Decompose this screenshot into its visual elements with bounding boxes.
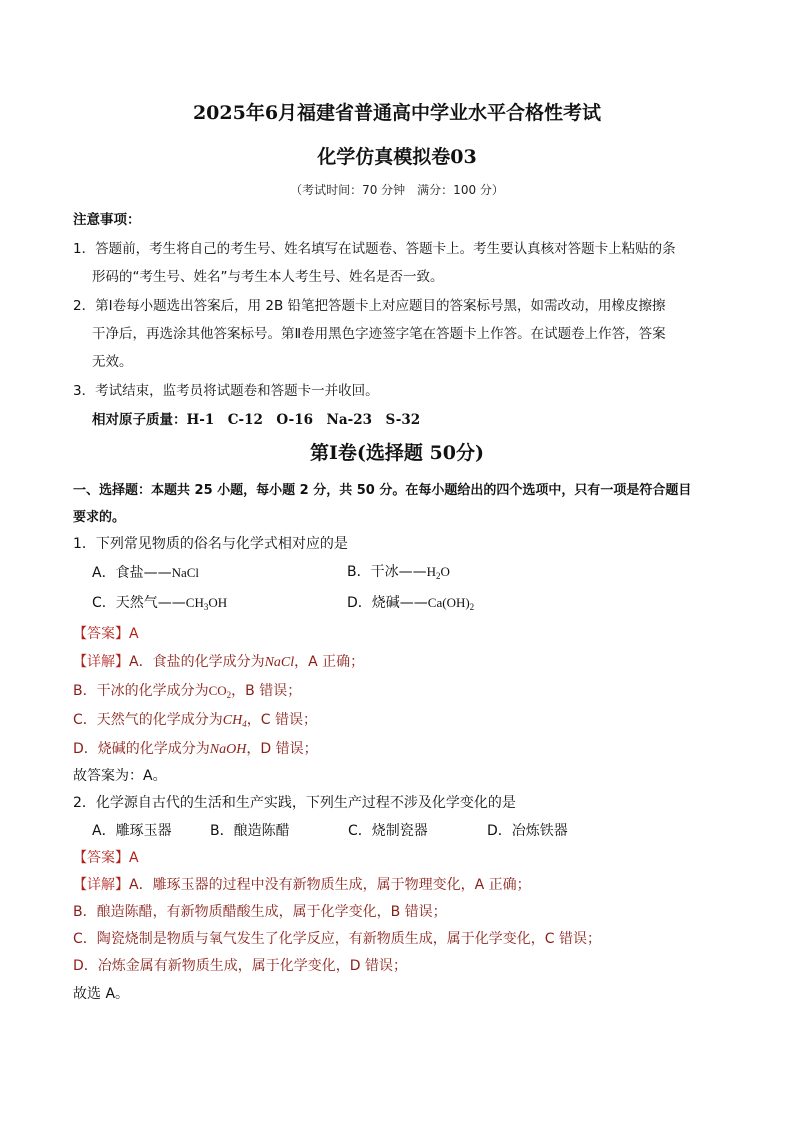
q1-option-c-subscript: 3 — [203, 602, 209, 612]
q1-option-a-formula: NaCl — [171, 565, 200, 580]
atomic-mass-line: 相对原子质量：H-1 C-12 O-16 Na-23 S-32 — [92, 412, 421, 428]
q2-answer — [73, 847, 139, 867]
q1-detail-a-formula: NaCl — [264, 655, 295, 670]
q1-detail-d-post: ，D 错误； — [246, 741, 318, 757]
question-1-stem: 1．下列常见物质的俗名与化学式相对应的是 — [73, 536, 348, 552]
q2-detail-a — [73, 874, 531, 894]
q1-option-b-formula-o: O — [440, 564, 450, 579]
q1-detail-b-subscript: 2 — [226, 690, 232, 700]
q1-option-c-formula-oh: OH — [208, 595, 228, 610]
q1-detail-b-pre: B．干冰的化学成分为 — [73, 683, 209, 699]
q2-detail-d: D．冶炼金属有新物质生成，属于化学变化，D 错误； — [73, 958, 408, 974]
q2-detail-b: B．酿造陈醋，有新物质醋酸生成，属于化学变化，B 错误； — [73, 904, 447, 920]
notice-item-2-line-3: 无效。 — [92, 354, 133, 370]
q1-detail-c-post: ，C 错误； — [246, 712, 317, 728]
q1-answer — [73, 623, 139, 643]
q1-detail-b-post: ，B 错误； — [231, 683, 302, 699]
q1-option-b-formula-h: H — [426, 564, 436, 579]
q2-option-b: B．酿造陈醋 — [210, 823, 290, 839]
q1-detail-label: 【详解】 — [73, 654, 129, 670]
q2-option-c: C．烧制瓷器 — [348, 823, 428, 839]
q1-option-c-formula-ch: CH — [185, 595, 204, 610]
q2-option-d: D．冶炼铁器 — [487, 823, 568, 839]
q1-detail-b — [73, 680, 301, 700]
q1-detail-d-pre: D．烧碱的化学成分为 — [73, 741, 210, 757]
q1-option-d-formula-ca: Ca — [427, 595, 443, 610]
q1-option-a-label: A．食盐—— — [92, 565, 172, 581]
page-title: 2025年6月福建省普通高中学业水平合格性考试 — [192, 102, 602, 124]
q1-option-c-label: C．天然气—— — [92, 595, 186, 611]
q1-conclusion: 故答案为：A。 — [73, 768, 167, 784]
q2-answer-label: 【答案】 — [73, 850, 129, 866]
q1-option-c — [92, 592, 227, 612]
q2-detail-a-text: A．雕琢玉器的过程中没有新物质生成，属于物理变化，A 正确； — [129, 877, 531, 893]
notice-item-2-line-2: 干净后，再选涂其他答案标号。第Ⅱ卷用黑色字迹签字笔在答题卡上作答。在试题卷上作答，答案 — [92, 326, 666, 342]
q1-detail-c-subscript: 4 — [242, 719, 247, 729]
q1-answer-value: A — [129, 626, 139, 642]
q1-detail-c-formula: CH — [222, 713, 243, 728]
q1-option-b-subscript: 2 — [436, 571, 441, 581]
q1-detail-d — [73, 738, 318, 758]
notice-item-1-line-2: 形码的“考生号、姓名”与考生本人考生号、姓名是否一致。 — [92, 269, 444, 285]
q2-answer-value: A — [129, 850, 139, 866]
section-title: 第Ⅰ卷(选择题 50分) — [310, 442, 484, 464]
q2-option-a: A．雕琢玉器 — [92, 823, 172, 839]
page-subtitle: 化学仿真模拟卷03 — [317, 146, 477, 168]
q1-option-b — [347, 561, 450, 581]
q1-option-a — [92, 562, 199, 582]
q1-detail-c-pre: C．天然气的化学成分为 — [73, 712, 223, 728]
q1-option-d-label: D．烧碱—— — [347, 595, 428, 611]
notice-item-2-line-1: 2．第Ⅰ卷每小题选出答案后，用 2B 铅笔把答题卡上对应题目的答案标号黑，如需改动，用橡皮擦擦 — [73, 298, 666, 314]
notice-heading: 注意事项： — [73, 212, 141, 228]
q1-detail-b-formula: CO — [208, 683, 227, 698]
q2-detail-c: C．陶瓷烧制是物质与氧气发生了化学反应，有新物质生成，属于化学变化，C 错误； — [73, 931, 601, 947]
section-instruction-line-2: 要求的。 — [73, 510, 126, 525]
q1-option-d — [347, 592, 474, 612]
notice-item-3: 3．考试结束，监考员将试题卷和答题卡一并收回。 — [73, 383, 379, 399]
q2-detail-label: 【详解】 — [73, 877, 129, 893]
q1-detail-a — [73, 651, 364, 671]
section-instruction-line-1: 一、选择题：本题共 25 小题，每小题 2 分，共 50 分。在每小题给出的四个选项中，只有一项是符合题目 — [73, 483, 692, 498]
q1-detail-c — [73, 709, 317, 729]
q1-detail-a-post: ，A 正确； — [294, 654, 365, 670]
q1-answer-label: 【答案】 — [73, 626, 129, 642]
notice-item-1-line-1: 1．答题前，考生将自己的考生号、姓名填写在试题卷、答题卡上。考生要认真核对答题卡上粘贴的条 — [73, 241, 676, 257]
q2-conclusion: 故选 A。 — [73, 986, 130, 1002]
q1-option-d-subscript: 2 — [469, 602, 475, 612]
q1-detail-a-pre: A．食盐的化学成分为 — [129, 654, 265, 670]
exam-info: （考试时间：70 分钟 满分：100 分） — [290, 183, 504, 197]
q1-detail-d-formula: NaOH — [209, 742, 247, 757]
q1-option-d-formula-oh: (OH) — [442, 595, 470, 610]
question-2-stem: 2．化学源自古代的生活和生产实践，下列生产过程不涉及化学变化的是 — [73, 795, 516, 811]
q1-option-b-label: B．干冰—— — [347, 564, 427, 580]
